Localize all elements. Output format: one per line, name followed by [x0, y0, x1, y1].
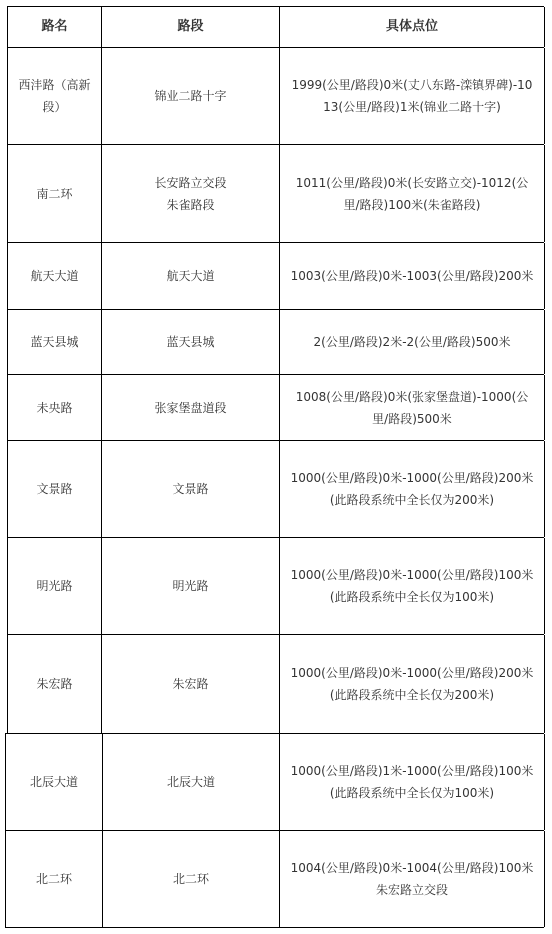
table-row: [7, 374, 544, 440]
table-row: [7, 537, 544, 634]
table-header-row: [7, 6, 544, 47]
location-cell: 1008(公里/路段)0米(张家堡盘道)-1000(公 里/路段)500米: [280, 375, 545, 440]
table-row: [7, 144, 544, 242]
header-location: 具体点位: [280, 7, 545, 47]
road-name-cell: 北辰大道: [6, 734, 103, 830]
location-cell: 2(公里/路段)2米-2(公里/路段)500米: [280, 310, 545, 374]
segment-cell: 明光路: [102, 538, 280, 634]
road-name-cell: 未央路: [8, 375, 102, 440]
road-name-cell: 朱宏路: [8, 635, 102, 733]
table-row: [7, 440, 544, 537]
location-cell: 1999(公里/路段)0米(丈八东路-滦镇界碑)-10 13(公里/路段)1米(锦业二路十字): [280, 48, 545, 144]
segment-cell: 长安路立交段 朱雀路段: [102, 145, 280, 242]
segment-cell: 航天大道: [102, 243, 280, 309]
location-cell: 1004(公里/路段)0米-1004(公里/路段)100米 朱宏路立交段: [280, 831, 545, 927]
header-road-name: 路名: [8, 7, 102, 47]
road-name-cell: 航天大道: [8, 243, 102, 309]
table-row: [5, 733, 544, 830]
road-name-cell: 西沣路（高新 段）: [8, 48, 102, 144]
table-row: [7, 634, 544, 733]
road-name-cell: 南二环: [8, 145, 102, 242]
segment-cell: 北辰大道: [103, 734, 280, 830]
table-row: [5, 830, 544, 928]
location-cell: 1000(公里/路段)1米-1000(公里/路段)100米 (此路段系统中全长仅为100米): [280, 734, 545, 830]
segment-cell: 锦业二路十字: [102, 48, 280, 144]
road-name-cell: 北二环: [6, 831, 103, 927]
table-row: [7, 309, 544, 374]
segment-cell: 朱宏路: [102, 635, 280, 733]
location-cell: 1000(公里/路段)0米-1000(公里/路段)200米 (此路段系统中全长仅为200米): [280, 635, 545, 733]
segment-cell: 蓝天县城: [102, 310, 280, 374]
location-cell: 1000(公里/路段)0米-1000(公里/路段)100米 (此路段系统中全长仅为100米): [280, 538, 545, 634]
header-segment: 路段: [102, 7, 280, 47]
segment-cell: 文景路: [102, 441, 280, 537]
location-cell: 1011(公里/路段)0米(长安路立交)-1012(公 里/路段)100米(朱雀路段): [280, 145, 545, 242]
location-cell: 1000(公里/路段)0米-1000(公里/路段)200米 (此路段系统中全长仅为200米): [280, 441, 545, 537]
road-name-cell: 明光路: [8, 538, 102, 634]
table-row: [7, 47, 544, 144]
road-name-cell: 蓝天县城: [8, 310, 102, 374]
table-row: [7, 242, 544, 309]
segment-cell: 张家堡盘道段: [102, 375, 280, 440]
location-cell: 1003(公里/路段)0米-1003(公里/路段)200米: [280, 243, 545, 309]
segment-cell: 北二环: [103, 831, 280, 927]
road-name-cell: 文景路: [8, 441, 102, 537]
